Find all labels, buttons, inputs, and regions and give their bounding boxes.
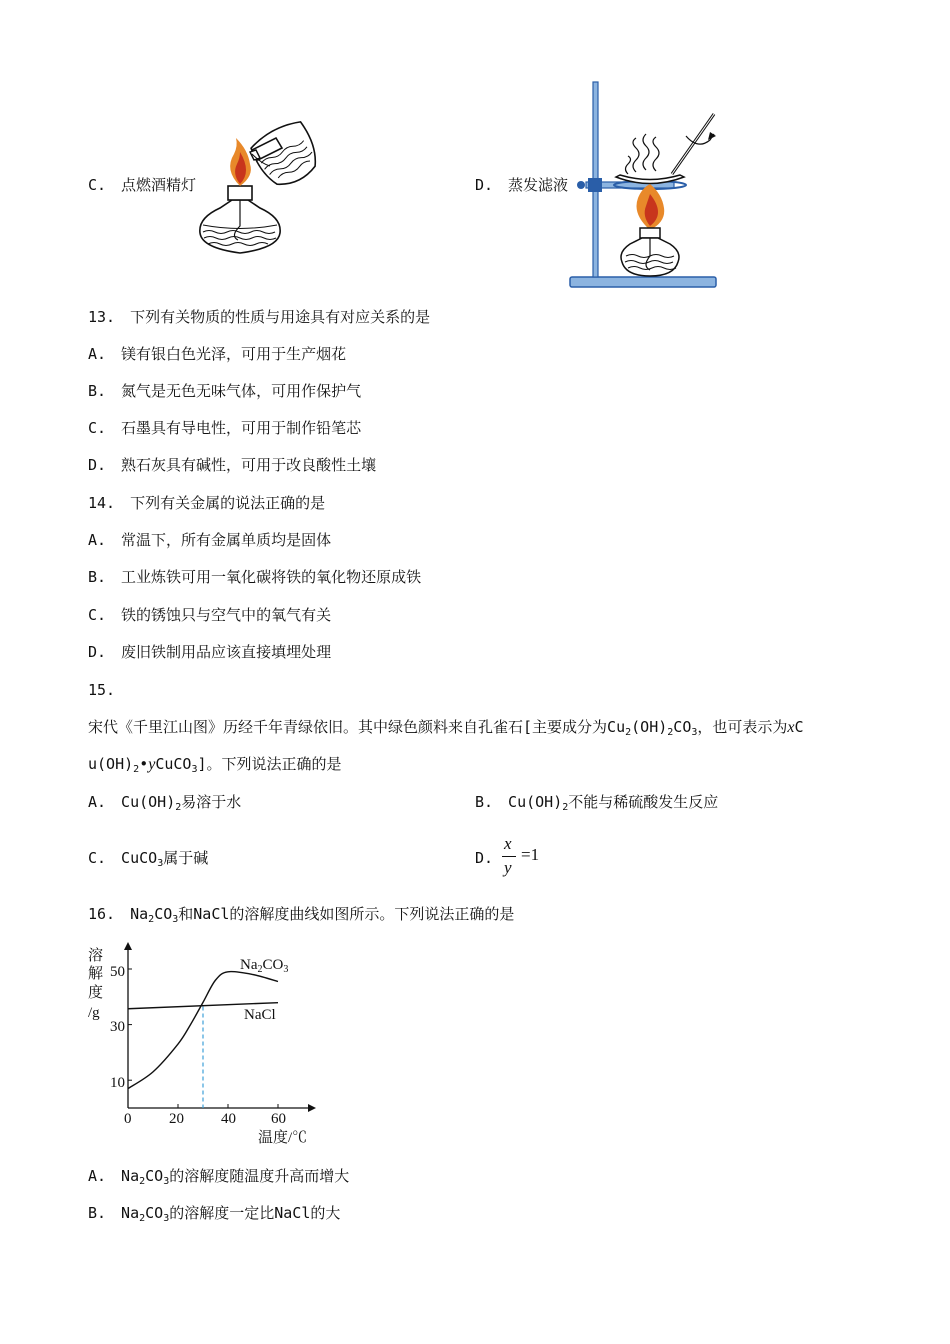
y-tick-label-30: 30 xyxy=(110,1019,125,1035)
x-tick-label-0: 0 xyxy=(124,1111,132,1127)
y-tick-label-10: 10 xyxy=(110,1075,125,1091)
q15-option-b: B. $Cu(OH)_2$不能与稀硫酸发生反应 xyxy=(475,793,719,813)
y-axis-arrow xyxy=(124,942,132,950)
q12-option-d: D. 蒸发滤液 xyxy=(475,176,569,194)
q14-option-b: B. 工业炼铁可用一氧化碳将铁的氧化物还原成铁 xyxy=(88,568,422,586)
y-label-char-3: 度 xyxy=(88,985,104,1001)
solubility-chart xyxy=(80,942,330,1147)
q15-option-d-numerator: x xyxy=(504,834,512,853)
q13-option-a: A. 镁有银白色光泽，可用于生产烟花 xyxy=(88,345,347,363)
q13-option-c: C. 石墨具有导电性，可用于制作铅笔芯 xyxy=(88,419,362,437)
fraction-bar xyxy=(502,856,516,857)
q15-number: 15. xyxy=(88,681,116,699)
q12-option-c: C. 点燃酒精灯 xyxy=(88,176,197,194)
q15-option-d-equals: =1 xyxy=(521,845,540,864)
x-tick-label-20: 20 xyxy=(169,1111,184,1127)
q15-option-c: C. CuCO$_3$属于碱 xyxy=(88,849,209,869)
lighting-alcohol-lamp-illustration xyxy=(190,108,350,258)
y-label-char-4: /g xyxy=(88,1005,100,1021)
q16-option-a: A. $Na_2CO_3$的溶解度随温度升高而增大 xyxy=(88,1167,350,1187)
q15-option-d-label: D. xyxy=(475,849,494,867)
x-tick-label-40: 40 xyxy=(221,1111,236,1127)
q15-option-d-denominator: y xyxy=(504,858,512,877)
x-axis-arrow xyxy=(308,1104,316,1112)
q15-stem-line2: $u(OH)_2•yCuCO_3$]。下列说法正确的是 xyxy=(88,755,342,775)
q14-option-d: D. 废旧铁制用品应该直接填埋处理 xyxy=(88,643,332,661)
series-label-na2co3: $Na_2CO_3$ xyxy=(240,957,289,975)
q14-option-c: C. 铁的锈蚀只与空气中的氧气有关 xyxy=(88,606,332,624)
y-label-char-1: 溶 xyxy=(88,948,104,964)
y-label-char-2: 解 xyxy=(88,966,104,982)
x-axis-label: 温度/℃ xyxy=(258,1130,308,1146)
q16-option-b: B. $Na_2CO_3$的溶解度一定比NaCl的大 xyxy=(88,1204,341,1224)
evaporation-setup-illustration xyxy=(568,80,728,292)
q13-option-d: D. 熟石灰具有碱性，可用于改良酸性土壤 xyxy=(88,456,377,474)
y-tick-label-50: 50 xyxy=(110,964,125,980)
q15-stem-line1: 宋代《千里江山图》历经千年青绿依旧。其中绿色颜料来自孔雀石[主要成分为$Cu_2(OH)_2CO_3$，也可表示为xC xyxy=(88,718,804,738)
q14-option-a: A. 常温下，所有金属单质均是固体 xyxy=(88,531,332,549)
q16-stem: 16. $Na_2CO_3$和NaCl的溶解度曲线如图所示。下列说法正确的是 xyxy=(88,905,515,925)
q14-stem: 14. 下列有关金属的说法正确的是 xyxy=(88,494,326,512)
q13-option-b: B. 氮气是无色无味气体，可用作保护气 xyxy=(88,382,362,400)
q13-stem: 13. 下列有关物质的性质与用途具有对应关系的是 xyxy=(88,308,431,326)
series-label-nacl: NaCl xyxy=(244,1007,276,1023)
q15-option-a: A. $Cu(OH)_2$易溶于水 xyxy=(88,793,242,813)
x-tick-label-60: 60 xyxy=(271,1111,286,1127)
